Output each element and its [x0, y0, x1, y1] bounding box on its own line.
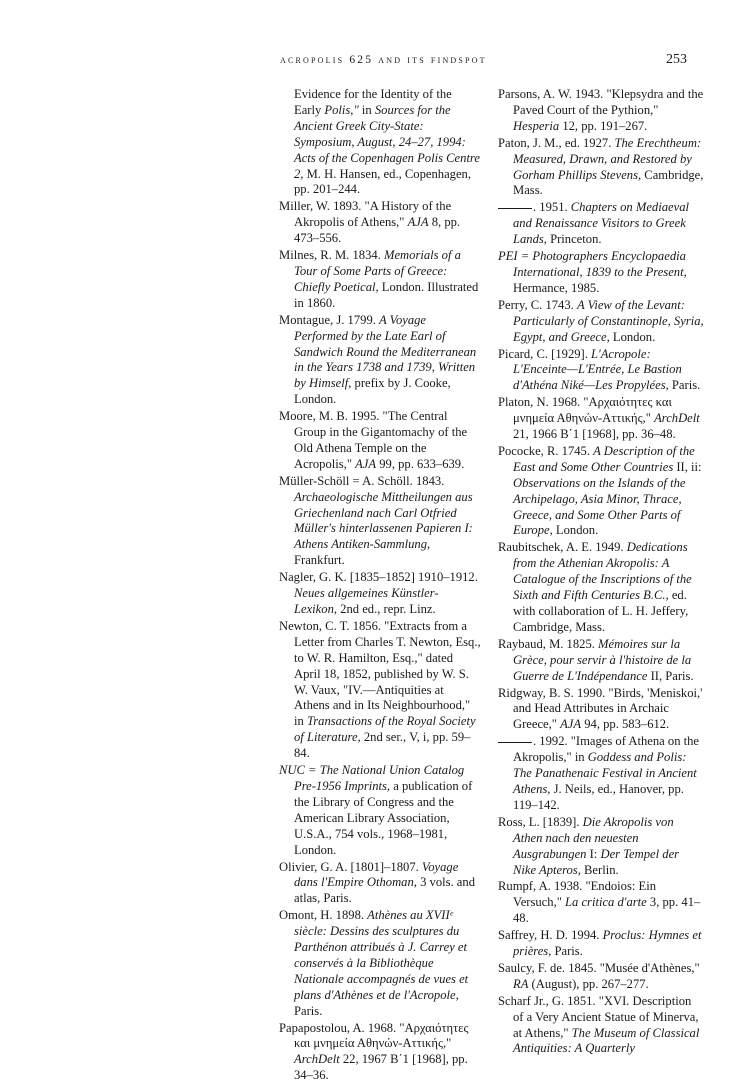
entry-text: I:: [586, 846, 601, 861]
entry-text: Paton, J. M., ed. 1927.: [498, 135, 615, 150]
entry-title-italic: Goddess and Polis: The Panathenaic Festival in Ancient Athens,: [513, 750, 697, 796]
entry-text: 12, pp. 191–267.: [559, 118, 648, 133]
entry-text: Berlin.: [580, 862, 619, 877]
entry-title-italic: A View of the Levant: Particularly of Constantinople, Syria, Egypt, and Greece,: [513, 297, 704, 344]
bibliography-entry: [498, 249, 704, 297]
entry-text: Pococke, R. 1745.: [498, 443, 594, 458]
entry-title-italic: Mémoires sur la Grèce, pour servir à l'histoire de la Guerre de L'Indépendance: [513, 636, 692, 683]
entry-title-italic: AJA: [560, 717, 582, 732]
entry-title-italic: Dedications from the Athenian Akropolis: A Catalogue of the Inscriptions of the Sixth and Fifth Centuries B.C.,: [513, 540, 692, 603]
entry-title-italic: Hesperia: [513, 118, 560, 133]
entry-text: 8, pp. 473–556.: [294, 215, 461, 246]
entry-title-italic: Die Akropolis von Athen nach den neuesten Ausgrabungen: [513, 814, 674, 861]
entry-title-italic: Chapters on Mediaeval and Renaissance Visitors to Greek Lands,: [513, 200, 690, 247]
entry-text: . 1951.: [533, 200, 571, 215]
entry-title-italic: Der Tempel der Nike Apteros,: [513, 846, 680, 877]
entry-text: Rumpf, A. 1938. "Endoios: Ein Versuch,": [498, 879, 657, 910]
entry-title-italic: Neues allgemeines Künstler-Lexikon,: [294, 586, 439, 616]
entry-text: prefix by J. Cooke, London.: [294, 376, 451, 407]
entry-text: Cambridge, Mass.: [513, 167, 704, 198]
bibliography-entry: [498, 444, 704, 539]
entry-title-italic: Transactions of the Royal Society of Literature,: [294, 714, 476, 745]
bibliography-entry: [279, 860, 481, 908]
entry-text: J. Neils, ed., Hanover, pp. 119–142.: [513, 781, 684, 812]
bibliography-entry: [279, 313, 481, 408]
bibliography-left-column: [279, 87, 481, 1085]
entry-text: Newton, C. T. 1856. "Extracts from a Letter from Charles T. Newton, Esq., to W. R. Hamilton, Esq.," dated April 18, 1852, published by W. S. W. Vaux, "IV.—Antiquities at Athens and in Its Neighbourhood," in: [279, 618, 481, 729]
entry-title-italic: Memorials of a Tour of Some Parts of Greece: Chiefly Poetical,: [294, 248, 461, 294]
running-header: [0, 54, 748, 74]
entry-title-italic: Observations on the Islands of the Archipelago, Asia Minor, Thrace, Greece, and Some Other Parts of Europe,: [513, 475, 686, 538]
bibliography-entry: [498, 734, 704, 814]
entry-title-italic: Proclus: Hymnes et prières,: [513, 928, 702, 959]
repeat-author-dash: [498, 742, 532, 743]
bibliography-entry: [498, 637, 704, 685]
entry-title-italic: Athènes au XVIIᵉ siècle: Dessins des sculptures du Parthénon attribués à J. Carrey et conservés à la Bibliothèque Nationale accompagnés de vues et plans d'Athènes et de l'Acropole,: [294, 908, 469, 1002]
entry-title-italic: Voyage dans l'Empire Othoman,: [294, 859, 459, 890]
entry-text: Perry, C. 1743.: [498, 297, 577, 312]
running-head-title: acropolis 625 and its findspot: [280, 54, 487, 66]
entry-text: 94, pp. 583–612.: [581, 717, 670, 732]
entry-title-italic: La critica d'arte: [565, 895, 647, 910]
entry-title-italic: ArchDelt: [294, 1052, 340, 1067]
bibliography-entry: [279, 908, 481, 1019]
bibliography-entry: [498, 395, 704, 443]
entry-text: Raubitschek, A. E. 1949.: [498, 540, 627, 555]
bibliography-entry: [279, 87, 481, 198]
entry-text: 2nd ser., V, i, pp. 59–84.: [294, 730, 471, 761]
entry-text: in: [358, 102, 375, 117]
entry-text: II, Paris.: [647, 668, 694, 683]
entry-text: Princeton.: [546, 232, 602, 247]
entry-title-italic: A Voyage Performed by the Late Earl of Sandwich Round the Mediterranean in the Years 1738 and 1739, Written by Himself,: [294, 312, 477, 391]
entry-text: Paris.: [294, 1003, 323, 1018]
entry-text: Platon, N. 1968. "Αρχαιότητες και μνημεία Αθηνών-Αττικής,": [498, 395, 672, 426]
entry-title-italic: The Erechtheum: Measured, Drawn, and Restored by Gorham Phillips Stevens,: [513, 135, 702, 182]
bibliography-entry: [279, 570, 481, 618]
entry-text: Ross, L. [1839].: [498, 814, 583, 829]
entry-title-italic: NUC = The National Union Catalog Pre-1956 Imprints,: [279, 763, 465, 793]
entry-title-italic: The Museum of Classical Antiquities: A Quarterly: [513, 1025, 700, 1056]
entry-text: 3 vols. and atlas, Paris.: [294, 875, 475, 906]
bibliography-entry: [498, 686, 704, 734]
bibliography-entry: [498, 200, 704, 248]
entry-text: Paris.: [551, 944, 583, 959]
entry-text: Montague, J. 1799.: [279, 312, 380, 327]
entry-text: 22, 1967 Β΄1 [1968], pp. 34–36.: [294, 1052, 468, 1083]
bibliography-entry: [498, 347, 704, 395]
entry-title-italic: Archaeologische Mittheilungen aus Griechenland nach Carl Otfried Müller's hinterlassenen Papieren I: Athens Antiken-Sammlung,: [294, 489, 473, 552]
bibliography-entry: [498, 815, 704, 879]
bibliography-right-column: [498, 87, 704, 1058]
bibliography-entry: [498, 879, 704, 927]
entry-text: London.: [609, 329, 656, 344]
entry-text: 3, pp. 41–48.: [513, 895, 701, 926]
entry-text: II, ii:: [673, 459, 702, 474]
entry-title-italic: Polis,": [324, 102, 359, 117]
bibliography-entry: [279, 248, 481, 312]
page-number: 253: [666, 52, 687, 67]
entry-text: Scharf Jr., G. 1851. "XVI. Description of a Very Ancient Statue of Minerva, at Athens,": [498, 993, 699, 1040]
entry-text: Hermance, 1985.: [513, 280, 600, 295]
bibliography-entry: [498, 136, 704, 200]
entry-text: Raybaud, M. 1825.: [498, 636, 599, 651]
entry-text: 21, 1966 Β΄1 [1968], pp. 36–48.: [513, 427, 676, 442]
entry-text: . 1992. "Images of Athena on the Akropolis," in: [513, 734, 700, 765]
entry-text: Omont, H. 1898.: [279, 908, 368, 923]
entry-text: Miller, W. 1893. "A History of the Akropolis of Athens,": [279, 199, 452, 230]
entry-text: (August), pp. 267–277.: [528, 976, 649, 991]
entry-title-italic: PEI = Photographers Encyclopaedia International, 1839 to the Present,: [498, 249, 687, 279]
entry-text: 2nd ed., repr. Linz.: [337, 602, 436, 616]
bibliography-entry: [498, 961, 704, 993]
entry-text: M. H. Hansen, ed., Copenhagen, pp. 201–244.: [294, 166, 471, 197]
entry-text: London.: [552, 523, 599, 538]
entry-title-italic: L'Acropole: L'Enceinte—L'Entrée, Le Bastion d'Athéna Niké—Les Propylées,: [513, 346, 682, 393]
entry-text: Nagler, G. K. [1835–1852] 1910–1912.: [279, 570, 478, 585]
bibliography-entry: [498, 994, 704, 1058]
entry-text: Paris.: [668, 378, 701, 393]
entry-text: Saulcy, F. de. 1845. "Musée d'Athènes,": [498, 960, 700, 975]
bibliography-entry: [498, 540, 704, 635]
entry-text: London. Illustrated in 1860.: [294, 279, 479, 310]
entry-text: Picard, C. [1929].: [498, 346, 592, 361]
entry-text: ed. with collaboration of L. H. Jeffery, Cambridge, Mass.: [513, 588, 689, 634]
entry-text: Evidence for the Identity of the Early: [294, 87, 452, 117]
bibliography-entry: [498, 928, 704, 960]
bibliography-entry: [279, 619, 481, 762]
entry-title-italic: RA: [513, 976, 529, 991]
entry-text: Olivier, G. A. [1801]–1807.: [279, 859, 422, 874]
entry-text: Frankfurt.: [294, 553, 345, 568]
entry-title-italic: AJA: [407, 215, 429, 230]
entry-title-italic: AJA: [355, 456, 377, 471]
entry-text: Ridgway, B. S. 1990. "Birds, 'Meniskoi,' and Head Attributes in Archaic Greece,": [498, 685, 703, 732]
bibliography-entry: [279, 474, 481, 569]
entry-title-italic: ArchDelt: [654, 411, 700, 426]
entry-text: Parsons, A. W. 1943. "Klepsydra and the Paved Court of the Pythion,": [498, 87, 704, 117]
entry-text: Papapostolou, A. 1968. "Αρχαιότητες και μνημεία Αθηνών-Αττικής,": [279, 1020, 469, 1051]
bibliography-entry: [279, 763, 481, 858]
entry-text: Müller-Schöll = A. Schöll. 1843.: [279, 473, 445, 488]
bibliography-entry: [279, 199, 481, 247]
bibliography-entry: [279, 1021, 481, 1085]
entry-text: a publication of the Library of Congress and the American Library Association, U.S.A., 754 vols., 1968–1981, London.: [294, 778, 473, 857]
entry-text: Moore, M. B. 1995. "The Central Group in the Gigantomachy of the Old Athena Temple on the Acropolis,": [279, 409, 468, 471]
bibliography-entry: [279, 409, 481, 473]
bibliography-entry: [498, 298, 704, 346]
entry-title-italic: A Description of the East and Some Other Countries: [513, 443, 695, 474]
bibliography-entry: [498, 87, 704, 135]
repeat-author-dash: [498, 208, 532, 209]
entry-title-italic: Sources for the Ancient Greek City-State: Symposium, August, 24–27, 1994: Acts of the Copenhagen Polis Centre 2,: [294, 102, 480, 181]
entry-text: Milnes, R. M. 1834.: [279, 248, 384, 263]
entry-text: 99, pp. 633–639.: [376, 456, 465, 471]
entry-text: Saffrey, H. D. 1994.: [498, 928, 603, 943]
